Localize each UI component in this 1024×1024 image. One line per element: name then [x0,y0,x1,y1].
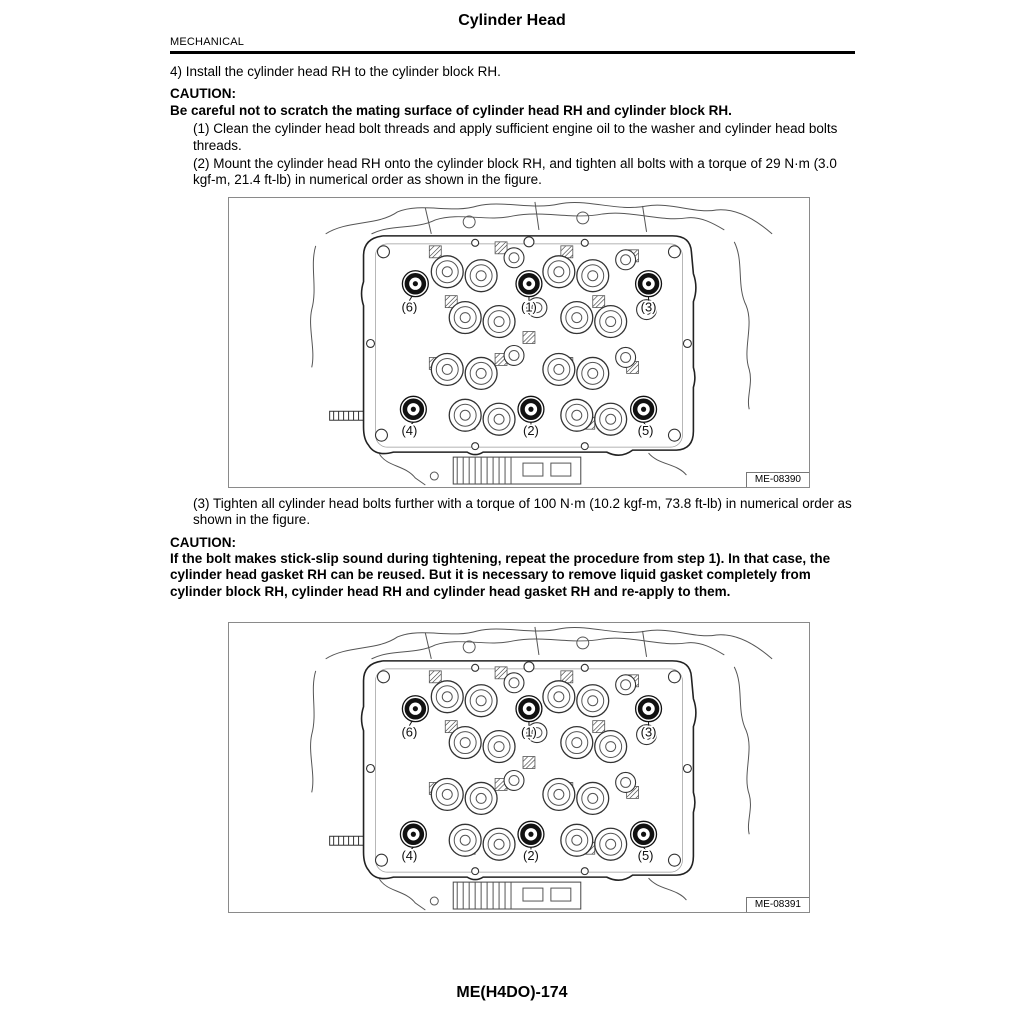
figure-tightening-order-2 [228,622,810,913]
bolt-label-2: (2) [523,848,539,864]
cylinder-head-diagram [229,198,809,487]
bolt-label-1: (1) [521,724,537,740]
bolt-label-5: (5) [637,848,654,864]
caution-label-2: CAUTION: [170,534,236,550]
bolt-label-2: (2) [523,423,539,439]
figure-id-text: ME-08390 [754,473,801,485]
figure-tightening-order-1 [228,197,810,488]
step-4-text: 4) Install the cylinder head RH to the cylinder block RH. [170,64,501,79]
substep-2: (2) Mount the cylinder head RH onto the cylinder block RH, and tighten all bolts with a torque of 29 N·m (3.0 kgf-m, 21.4 ft-lb) in numerical order as shown in the figure. [193,156,837,188]
figure-id-text: ME-08391 [754,899,801,911]
substep-1: (1) Clean the cylinder head bolt threads and apply sufficient engine oil to the washer and cylinder head bolts threads. [193,121,838,153]
figure-id-badge [746,472,809,487]
section-label: MECHANICAL [170,36,245,48]
bolt-label-6: (6) [401,299,418,315]
bolt-label-5: (5) [637,423,654,439]
bolt-label-6: (6) [401,724,418,740]
page-title: Cylinder Head [458,12,566,29]
bolt-label-4: (4) [401,423,418,439]
bolt-label-4: (4) [401,848,418,864]
cylinder-head-diagram [229,623,809,912]
caution-text-2: If the bolt makes stick-slip sound during tightening, repeat the procedure from step 1). In that case, the cylinder head gasket RH can be reused. But it is necessary to remove liquid gasket completely from cylinder block RH, cylinder head RH and cylinder head gasket RH and re-apply to them. [170,551,831,599]
section-divider [170,51,855,54]
figure-id-badge [746,897,809,912]
page-number: ME(H4DO)-174 [456,984,568,1001]
bolt-label-1: (1) [521,299,537,315]
substep-3: (3) Tighten all cylinder head bolts further with a torque of 100 N·m (10.2 kgf-m, 73.8 ft-lb) in numerical order as shown in the figure. [193,495,852,528]
caution-label-1: CAUTION: [170,86,236,102]
page-content [170,30,855,913]
caution-text-1: Be careful not to scratch the mating surface of cylinder head RH and cylinder block RH. [170,102,732,118]
bolt-label-3: (3) [640,724,657,740]
bolt-label-3: (3) [640,299,657,315]
